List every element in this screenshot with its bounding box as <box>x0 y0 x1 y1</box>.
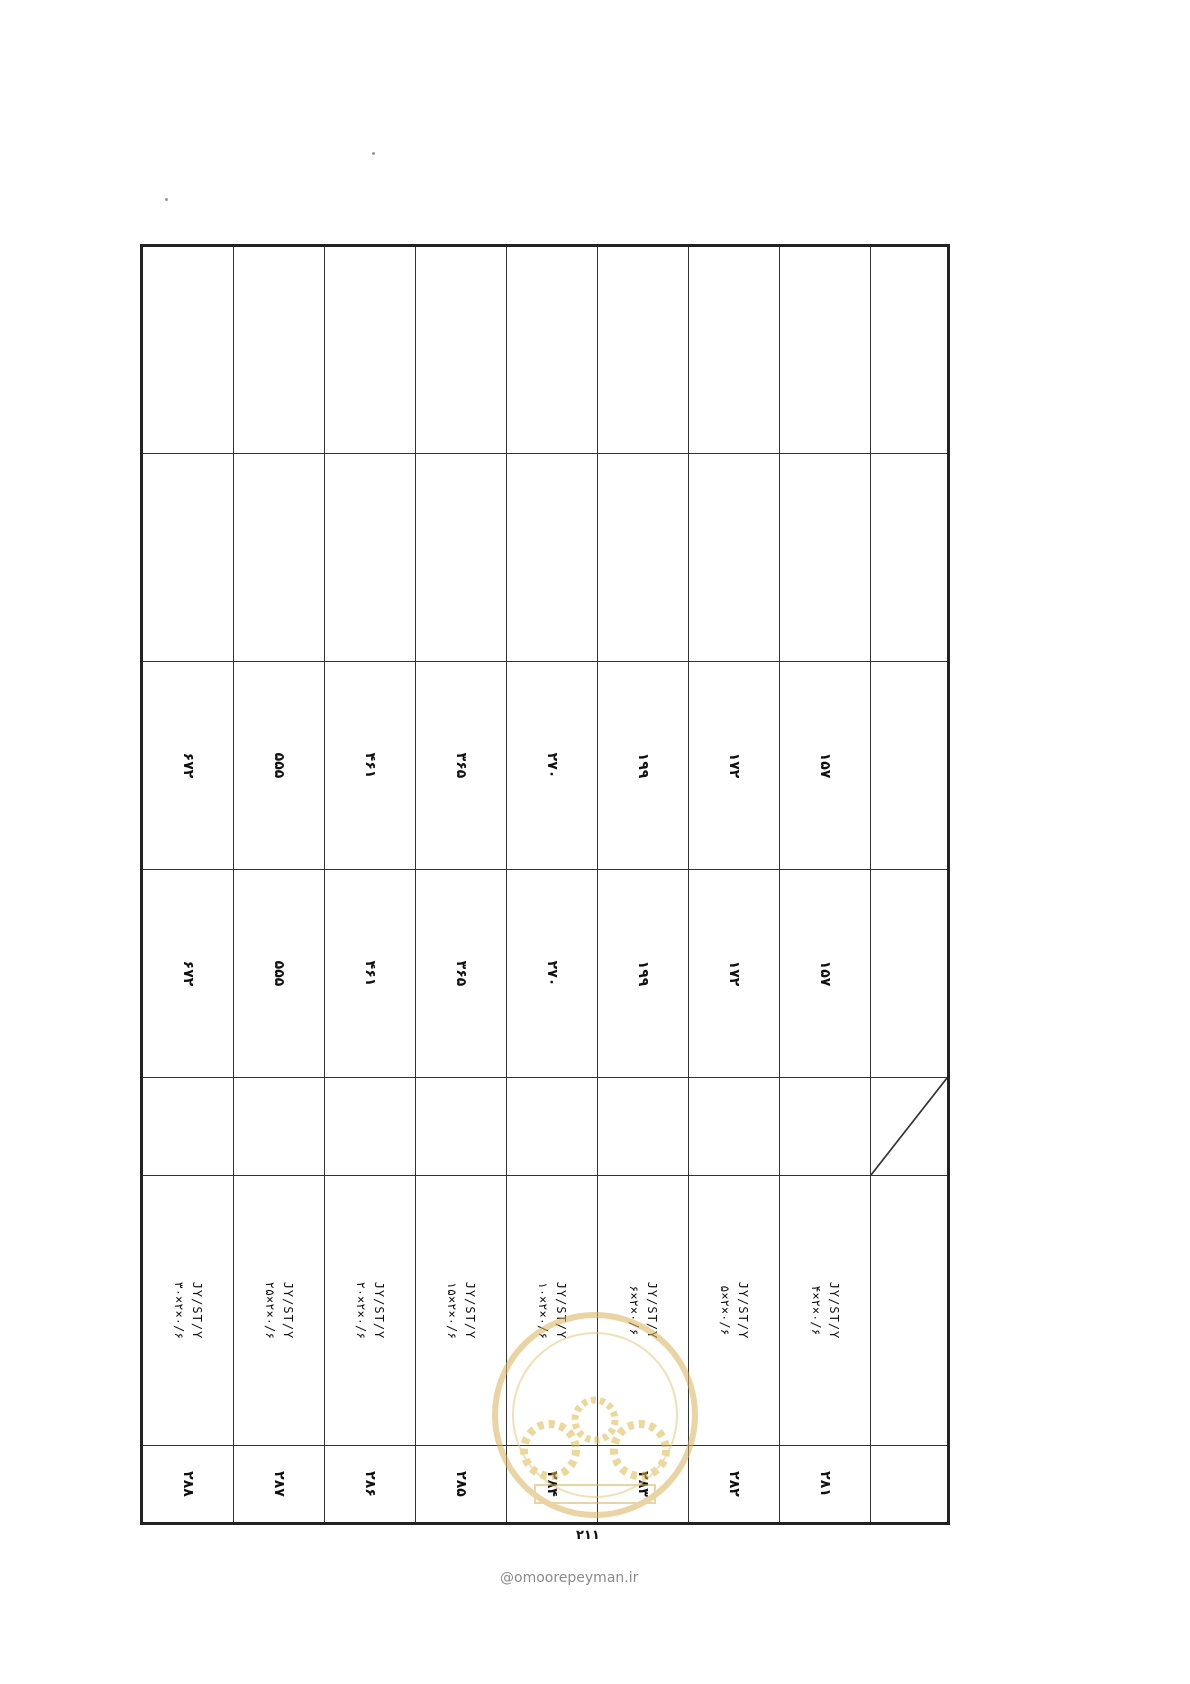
dimension-code: JY/ST/Y <box>372 1281 386 1340</box>
revision-cell <box>142 1078 234 1176</box>
price-cell-2 <box>234 662 325 870</box>
table-row <box>416 246 507 1524</box>
row-number: ۲۸۲ <box>689 1446 780 1524</box>
price-cell-1 <box>325 870 416 1078</box>
price-number: ۴۶۱ <box>362 752 378 779</box>
empty-cell <box>234 454 325 662</box>
table-row <box>507 246 598 1524</box>
row-description <box>689 1176 780 1446</box>
price-number: ۲۷۰ <box>544 960 560 987</box>
price-number: ۱۵۷ <box>817 960 833 987</box>
price-number: ۱۷۲ <box>726 960 742 987</box>
price-cell-2 <box>325 662 416 870</box>
dimension-code: JY/ST/Y <box>554 1281 568 1340</box>
price-cell-1 <box>142 870 234 1078</box>
price-cell-1 <box>416 870 507 1078</box>
price-number: ۱۷۲ <box>726 752 742 779</box>
table-row <box>142 246 234 1524</box>
header-radif <box>871 1446 949 1524</box>
empty-cell <box>507 454 598 662</box>
table-row <box>325 246 416 1524</box>
price-number: ۳۶۵ <box>453 960 469 987</box>
dimension-size: ۵×۲×۰/۶ <box>718 1285 732 1336</box>
dimension-size: ۱۵×۲×۰/۶ <box>445 1281 459 1340</box>
speck <box>372 152 375 155</box>
price-cell-2 <box>507 662 598 870</box>
empty-cell <box>598 246 689 454</box>
price-number: ۴۶۱ <box>362 960 378 987</box>
revision-cell <box>416 1078 507 1176</box>
revision-cell <box>325 1078 416 1176</box>
price-cell-2 <box>598 662 689 870</box>
diagonal-line <box>871 1078 947 1175</box>
empty-cell <box>780 454 871 662</box>
header-sharh <box>871 1176 949 1446</box>
header-price-1 <box>871 870 949 1078</box>
price-number: ۱۹۹ <box>635 752 651 779</box>
price-number: ۶۷۲ <box>180 960 196 987</box>
row-description <box>780 1176 871 1446</box>
dimension-code: JY/ST/Y <box>463 1281 477 1340</box>
price-number: ۵۵۵ <box>271 960 287 987</box>
row-number: ۲۸۳ <box>598 1446 689 1524</box>
header-price-2 <box>871 662 949 870</box>
dimension-size: ۲۰×۲×۰/۶ <box>354 1281 368 1340</box>
dimension-size: ۲۵×۲×۰/۶ <box>263 1281 277 1340</box>
row-description <box>416 1176 507 1446</box>
row-number: ۲۸۸ <box>142 1446 234 1524</box>
price-cell-1 <box>780 870 871 1078</box>
price-cell-2 <box>780 662 871 870</box>
page-number: ۲۱۱ <box>576 1528 600 1543</box>
dimension-size: ۱۰×۲×۰/۶ <box>536 1281 550 1340</box>
price-number: ۱۵۷ <box>817 752 833 779</box>
row-number: ۲۸۴ <box>507 1446 598 1524</box>
row-description <box>142 1176 234 1446</box>
empty-cell <box>234 246 325 454</box>
empty-cell <box>325 246 416 454</box>
price-number: ۲۷۰ <box>544 752 560 779</box>
empty-cell <box>507 246 598 454</box>
row-description <box>598 1176 689 1446</box>
table-row <box>234 246 325 1524</box>
price-cell-1 <box>689 870 780 1078</box>
header-price-4 <box>871 246 949 454</box>
dimension-size: ۳۰×۲×۰/۶ <box>172 1281 186 1340</box>
empty-cell <box>142 246 234 454</box>
price-number: ۵۵۵ <box>271 752 287 779</box>
revision-cell <box>780 1078 871 1176</box>
row-number: ۲۸۱ <box>780 1446 871 1524</box>
table-row <box>780 246 871 1524</box>
speck <box>165 198 168 201</box>
empty-cell <box>142 454 234 662</box>
dimension-code: JY/ST/Y <box>827 1281 841 1340</box>
empty-cell <box>598 454 689 662</box>
dimension-code: JY/ST/Y <box>645 1281 659 1340</box>
price-number: ۱۹۹ <box>635 960 651 987</box>
dimension-code: JY/ST/Y <box>190 1281 204 1340</box>
header-revision <box>871 1078 949 1176</box>
price-cell-2 <box>416 662 507 870</box>
table-row <box>689 246 780 1524</box>
revision-cell <box>598 1078 689 1176</box>
price-cell-1 <box>598 870 689 1078</box>
price-cell-2 <box>689 662 780 870</box>
header-price-3 <box>871 454 949 662</box>
row-description <box>234 1176 325 1446</box>
row-description <box>325 1176 416 1446</box>
price-cell-1 <box>234 870 325 1078</box>
empty-cell <box>325 454 416 662</box>
empty-cell <box>689 246 780 454</box>
price-cell-1 <box>507 870 598 1078</box>
price-cell-2 <box>142 662 234 870</box>
empty-cell <box>416 246 507 454</box>
row-description <box>507 1176 598 1446</box>
rotated-table-sheet <box>148 244 950 1522</box>
row-number: ۲۸۶ <box>325 1446 416 1524</box>
price-number: ۳۶۵ <box>453 752 469 779</box>
row-number: ۲۸۷ <box>234 1446 325 1524</box>
empty-cell <box>689 454 780 662</box>
price-number: ۶۷۲ <box>180 752 196 779</box>
revision-cell <box>689 1078 780 1176</box>
row-number: ۲۸۵ <box>416 1446 507 1524</box>
dimension-size: ۴×۲×۰/۶ <box>809 1285 823 1336</box>
empty-cell <box>780 246 871 454</box>
empty-cell <box>416 454 507 662</box>
dimension-code: JY/ST/Y <box>736 1281 750 1340</box>
dimension-size: ۶×۲×۰/۶ <box>627 1285 641 1336</box>
revision-cell <box>507 1078 598 1176</box>
table-row <box>598 246 689 1524</box>
revision-cell <box>234 1078 325 1176</box>
site-watermark: @omoorepeyman.ir <box>500 1570 639 1586</box>
price-list-table <box>140 244 950 1525</box>
dimension-code: JY/ST/Y <box>281 1281 295 1340</box>
